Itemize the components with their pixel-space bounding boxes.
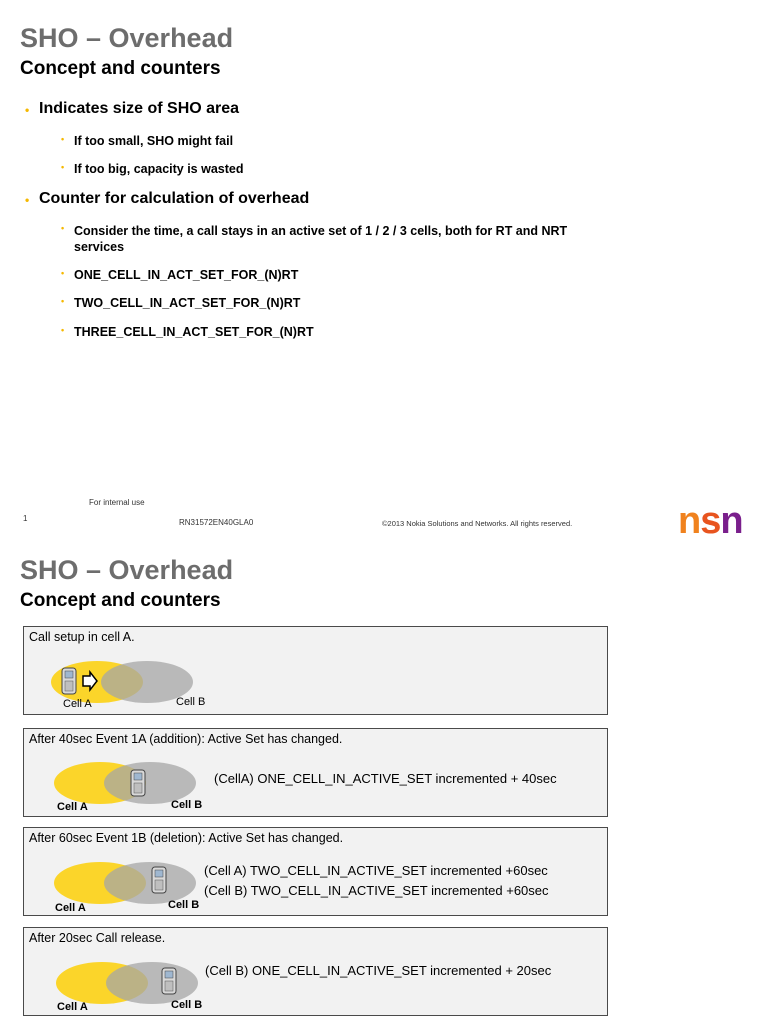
counter-description: (Cell B) ONE_CELL_IN_ACTIVE_SET incremented + 20sec: [205, 963, 552, 978]
counter-description: (CellA) ONE_CELL_IN_ACTIVE_SET incremented + 40sec: [214, 771, 557, 786]
panel-header: Call setup in cell A.: [29, 630, 135, 644]
mobile-phone-icon: [162, 968, 176, 994]
footer-copyright: ©2013 Nokia Solutions and Networks. All rights reserved.: [382, 519, 573, 528]
cell-a-label: Cell A: [57, 1001, 88, 1013]
sub-bullet-marker: •: [61, 223, 65, 233]
mobile-phone-icon: [152, 867, 166, 893]
cell-b-label: Cell B: [171, 999, 203, 1011]
panel-header: After 60sec Event 1B (deletion): Active Set has changed.: [29, 831, 344, 845]
cell-a-label: Cell A: [63, 698, 92, 710]
scenario-panel: [23, 827, 608, 916]
cell-b-label: Cell B: [171, 799, 203, 811]
nsn-logo: [678, 500, 743, 543]
scenario-panel: [23, 728, 608, 817]
slide-subtitle: Concept and counters: [20, 590, 221, 611]
cell-b-coverage: [106, 962, 198, 1004]
footer-doc-id: RN31572EN40GLA0: [179, 518, 254, 527]
sub-bullet-item: Consider the time, a call stays in an active set of 1 / 2 / 3 cells, both for RT and NRT services: [74, 224, 568, 254]
slide-title: SHO – Overhead: [20, 23, 234, 53]
sub-bullet-item: ONE_CELL_IN_ACT_SET_FOR_(N)RT: [74, 268, 299, 282]
panel-header: After 20sec Call release.: [29, 931, 166, 945]
sub-bullet-marker: •: [61, 268, 65, 278]
sub-bullet-marker: •: [61, 134, 65, 144]
footer-internal-use: For internal use: [89, 498, 145, 507]
cell-a-label: Cell A: [55, 902, 86, 914]
cell-b-coverage: [104, 862, 196, 904]
counter-description: (Cell A) TWO_CELL_IN_ACTIVE_SET incremented +60sec: [204, 863, 548, 878]
scenario-panel: [23, 927, 608, 1016]
mobile-phone-icon: [131, 770, 145, 796]
sub-bullet-item: If too big, capacity is wasted: [74, 162, 244, 176]
counter-description: (Cell B) TWO_CELL_IN_ACTIVE_SET incremented +60sec: [204, 883, 549, 898]
mobile-phone-icon: [62, 668, 76, 694]
sub-bullet-marker: •: [61, 325, 65, 335]
footer-page-number: 1: [23, 514, 28, 523]
cell-b-label: Cell B: [168, 899, 200, 911]
scenario-panel: [23, 626, 608, 715]
cell-a-label: Cell A: [57, 801, 88, 813]
cell-b-coverage: [104, 762, 196, 804]
bullet-item: Counter for calculation of overhead: [39, 190, 310, 207]
bullet-item: Indicates size of SHO area: [39, 100, 240, 117]
sub-bullet-item: If too small, SHO might fail: [74, 134, 234, 148]
sub-bullet-item: TWO_CELL_IN_ACT_SET_FOR_(N)RT: [74, 296, 301, 310]
slide-subtitle: Concept and counters: [20, 58, 221, 79]
sub-bullet-marker: •: [61, 162, 65, 172]
panel-header: After 40sec Event 1A (addition): Active Set has changed.: [29, 732, 343, 746]
logo-letter: n: [678, 500, 701, 542]
cell-b-label: Cell B: [176, 696, 206, 708]
sub-bullet-marker: •: [61, 296, 65, 306]
logo-letter: s: [700, 500, 721, 542]
sub-bullet-item: THREE_CELL_IN_ACT_SET_FOR_(N)RT: [74, 325, 314, 339]
bullet-marker: •: [25, 103, 30, 117]
slide-title: SHO – Overhead: [20, 555, 234, 585]
bullet-marker: •: [25, 193, 30, 207]
logo-letter: n: [720, 500, 743, 542]
